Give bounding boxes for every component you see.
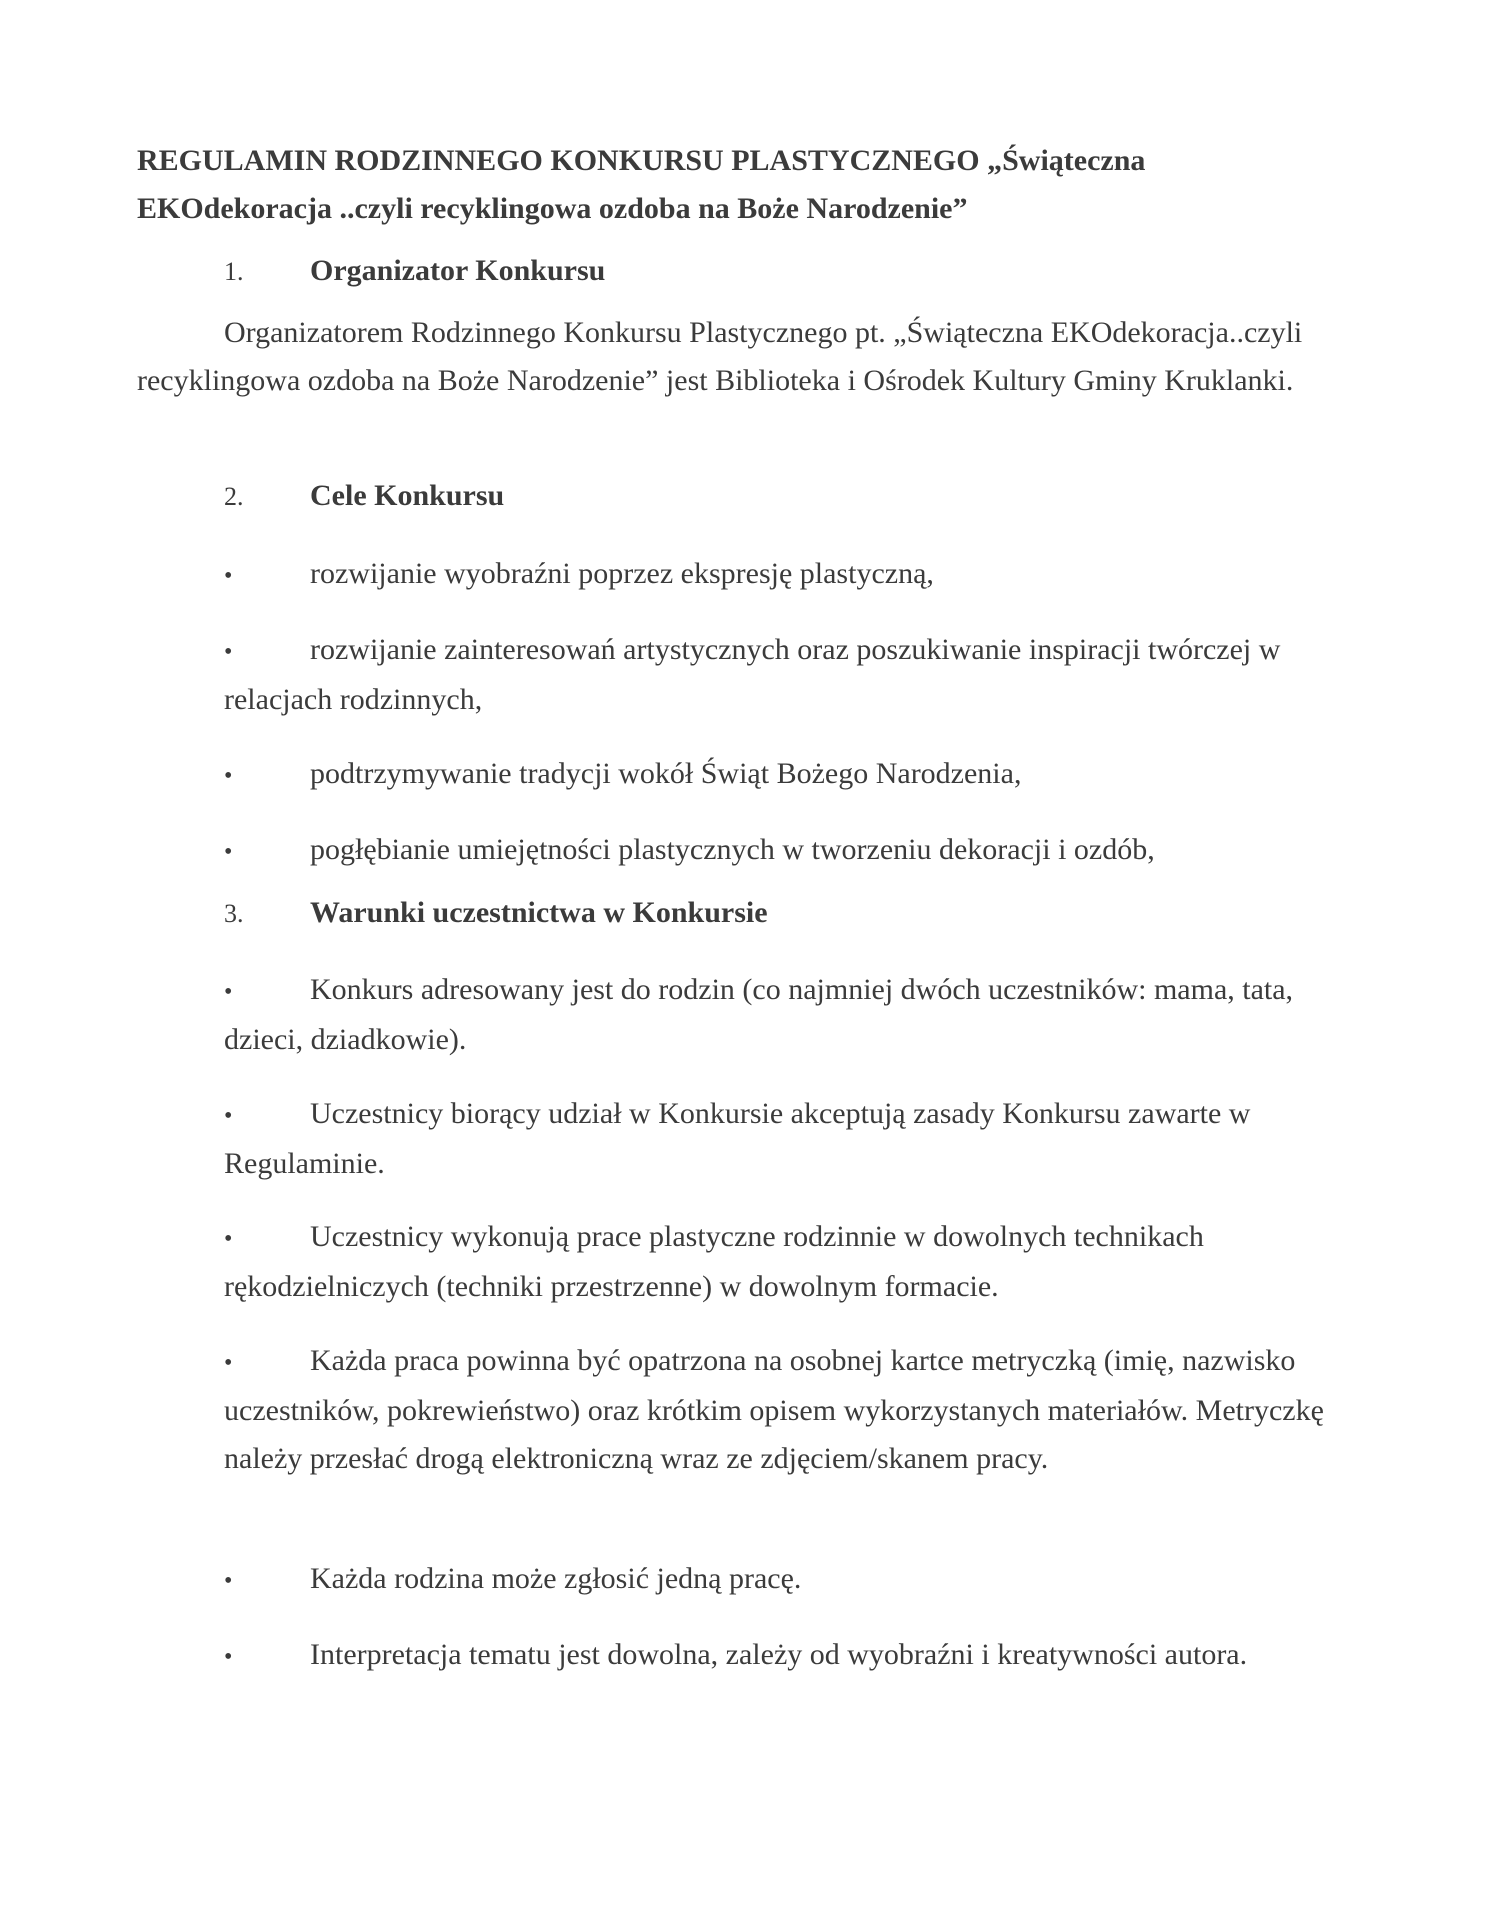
bullet-icon: • — [224, 1103, 233, 1129]
bullet-icon: • — [224, 639, 233, 665]
list-item: • podtrzymywanie tradycji wokół Świąt Bożego Narodzenia, — [224, 750, 1364, 800]
list-item: • Konkurs adresowany jest do rodzin (co najmniej dwóch uczestników: mama, tata, dzieci, dziadkowie). — [224, 966, 1364, 1064]
bullet-icon: • — [224, 1226, 233, 1252]
section-1-heading — [224, 251, 605, 292]
bullet-icon: • — [224, 1350, 233, 1376]
document-title: REGULAMIN RODZINNEGO KONKURSU PLASTYCZNEGO „Świąteczna EKOdekoracja ..czyli recyklingowa ozdoba na Boże Narodzenie” — [137, 144, 1146, 225]
list-item: • Uczestnicy biorący udział w Konkursie akceptują zasady Konkursu zawarte w Regulaminie. — [224, 1090, 1364, 1188]
list-item: • Każda rodzina może zgłosić jedną pracę. — [224, 1555, 1364, 1605]
list-item: • rozwijanie wyobraźni poprzez ekspresję plastyczną, — [224, 550, 1364, 600]
section-number: 1. — [224, 257, 244, 286]
bullet-icon: • — [224, 1568, 233, 1594]
section-3-heading — [224, 893, 768, 934]
list-item: • Każda praca powinna być opatrzona na osobnej kartce metryczką (imię, nazwisko uczestników, pokrewieństwo) oraz krótkim opisem wykorzystanych materiałów. Metryczkę należy przesłać drogą elektroniczną wraz ze zdjęciem/skanem pracy. — [224, 1337, 1364, 1483]
section-number: 2. — [224, 482, 244, 511]
bullet-icon: • — [224, 763, 233, 789]
section-title: Organizator Konkursu — [310, 254, 606, 287]
section-2-heading — [224, 476, 504, 517]
bullet-icon: • — [224, 979, 233, 1005]
list-item: • Uczestnicy wykonują prace plastyczne rodzinnie w dowolnych technikach rękodzielniczych (techniki przestrzenne) w dowolnym formacie. — [224, 1213, 1364, 1311]
list-item: • Interpretacja tematu jest dowolna, zależy od wyobraźni i kreatywności autora. — [224, 1631, 1364, 1681]
section-title: Cele Konkursu — [310, 479, 505, 512]
bullet-icon: • — [224, 839, 233, 865]
list-item: • pogłębianie umiejętności plastycznych w tworzeniu dekoracji i ozdób, — [224, 826, 1364, 876]
section-title: Warunki uczestnictwa w Konkursie — [310, 896, 768, 929]
section-number: 3. — [224, 899, 244, 928]
section-1-paragraph: Organizatorem Rodzinnego Konkursu Plastycznego pt. „Świąteczna EKOdekoracja..czyli recyklingowa ozdoba na Boże Narodzenie” jest Biblioteka i Ośrodek Kultury Gminy Kruklanki. — [137, 316, 1303, 397]
bullet-icon: • — [224, 1644, 233, 1670]
bullet-icon: • — [224, 563, 233, 589]
list-item: • rozwijanie zainteresowań artystycznych oraz poszukiwanie inspiracji twórczej w relacjach rodzinnych, — [224, 626, 1364, 724]
